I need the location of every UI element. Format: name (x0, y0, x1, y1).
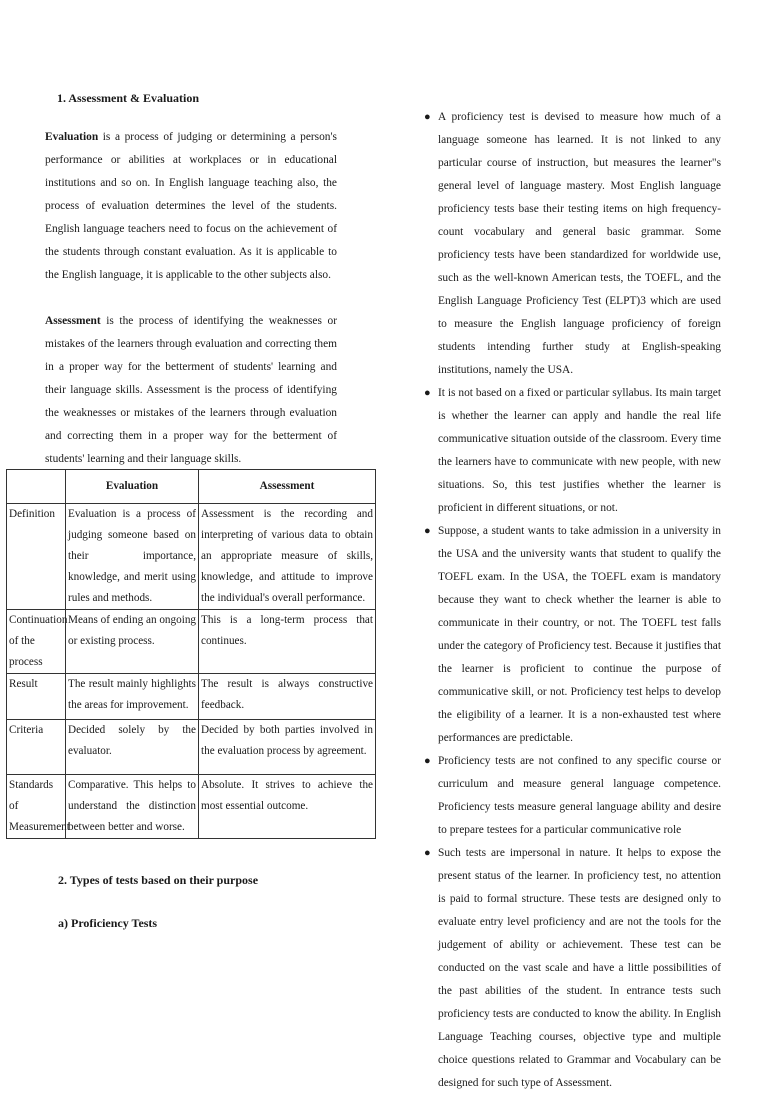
table-row (7, 775, 376, 839)
bullet-icon: ● (424, 387, 431, 399)
assessment-cell: Decided by both parties involved in the evaluation process by agreement. (199, 720, 376, 775)
table-header-blank (7, 470, 66, 504)
left-column (45, 83, 337, 471)
evaluation-cell: Evaluation is a process of judging someone based on their importance, knowledge, and merit using rules and methods. (66, 504, 199, 610)
list-item (424, 382, 721, 520)
table-header-assessment: Assessment (199, 470, 376, 504)
assessment-paragraph (45, 310, 337, 471)
list-item-text: Such tests are impersonal in nature. It helps to expose the present status of the learner. In proficiency test, no attention is paid to formal structure. These tests are designed only to evaluate entry level proficiency and are not the tools for the judgement of ability or achievement. These test can be conducted on the vast scale and have a little possibilities of the past abilities of the student. In entrance tests such proficiency tests are conducted to know the ability. In English Language Teaching courses, objective type and multiple choice questions related to Grammar and Vocabulary can be designed for such type of Assessment. (438, 847, 721, 1089)
list-item (424, 520, 721, 750)
evaluation-cell: Decided solely by the evaluator. (66, 720, 199, 775)
assessment-cell: This is a long-term process that continues. (199, 610, 376, 674)
table-header-row (7, 470, 376, 504)
table-row (7, 674, 376, 720)
bullet-icon: ● (424, 755, 431, 767)
subheading-proficiency-tests: a) Proficiency Tests (58, 916, 158, 930)
list-item-text: Suppose, a student wants to take admission in a university in the USA and the university wants that student to qualify the TOEFL exam. In the USA, the TOEFL exam is mandatory because they want to check whether the learner is able to communicate in their country, or not. The TOEFL test falls under the category of Proficiency test. Because it justifies that the learner is proficient to continue the purpose of communicative skill, or not. Proficiency test helps to develop the eligibility of a learner. It is a non-exhausted test where performances are predictable. (438, 525, 721, 744)
section-heading-assessment-evaluation: 1. Assessment & Evaluation (57, 91, 200, 105)
table-row (7, 720, 376, 775)
list-item (424, 106, 721, 382)
table-row (7, 610, 376, 674)
evaluation-term: Evaluation (45, 131, 99, 143)
assessment-text: is the process of identifying the weaknesses or mistakes of the learners through evaluation and correcting them in a proper way for the betterment of students' learning and their language skills. Assessment is the process of identifying the weaknesses or mistakes of the learners through evaluation and correcting them in a proper way for the betterment of students' learning and their language skills. (45, 315, 337, 465)
evaluation-cell: Comparative. This helps to understand the distinction between better and worse. (66, 775, 199, 839)
list-item-text: Proficiency tests are not confined to any specific course or curriculum and measure general language competence. Proficiency tests measure general language ability and desire to prepare testees for a particular communicative role (438, 755, 721, 836)
table-header-evaluation: Evaluation (66, 470, 199, 504)
evaluation-paragraph (45, 126, 337, 287)
bullet-icon: ● (424, 525, 431, 537)
assessment-cell: Assessment is the recording and interpreting of various data to obtain an appropriate measure of skills, knowledge, and attitude to improve the individual's overall performance. (199, 504, 376, 610)
bullet-icon: ● (424, 111, 431, 123)
comparison-table (6, 469, 376, 839)
assessment-cell: The result is always constructive feedback. (199, 674, 376, 720)
assessment-term: Assessment (45, 315, 101, 327)
row-label: Continuation of the process (7, 610, 66, 674)
right-column (424, 106, 721, 1095)
section-heading-types-of-tests: 2. Types of tests based on their purpose (58, 873, 259, 887)
list-item (424, 750, 721, 842)
list-item (424, 842, 721, 1095)
assessment-cell: Absolute. It strives to achieve the most essential outcome. (199, 775, 376, 839)
row-label: Criteria (7, 720, 66, 775)
proficiency-bullet-list (424, 106, 721, 1095)
evaluation-cell: The result mainly highlights the areas for improvement. (66, 674, 199, 720)
list-item-text: A proficiency test is devised to measure how much of a language someone has learned. It is not linked to any particular course of instruction, but measures the learner"s general level of language mastery. Most English language proficiency tests base their testing items on high frequency-count vocabulary and general basic grammar. Some proficiency tests have been standardized for worldwide use, such as the well-known American tests, the TOEFL, and the English Language Proficiency Test (ELPT)3 which are used to measure the English language proficiency of foreign students intending further study at English-speaking institutions, namely the USA. (438, 111, 721, 376)
row-label: Standards of Measurement (7, 775, 66, 839)
table-row (7, 504, 376, 610)
evaluation-cell: Means of ending an ongoing or existing process. (66, 610, 199, 674)
row-label: Result (7, 674, 66, 720)
row-label: Definition (7, 504, 66, 610)
list-item-text: It is not based on a fixed or particular syllabus. Its main target is whether the learner can apply and handle the real life communicative situation outside of the classroom. Every time the learners have to communicate with new people, with new situations. So, this test justifies whether the learner is proficient in different situations, or not. (438, 387, 721, 514)
evaluation-text: is a process of judging or determining a person's performance or abilities at workplaces or in educational institutions and so on. In English language teaching also, the process of evaluation determines the level of the students. English language teachers need to focus on the achievement of the students through constant evaluation. As it is applicable to the English language, it is applicable to the other subjects also. (45, 131, 337, 281)
bullet-icon: ● (424, 847, 431, 859)
